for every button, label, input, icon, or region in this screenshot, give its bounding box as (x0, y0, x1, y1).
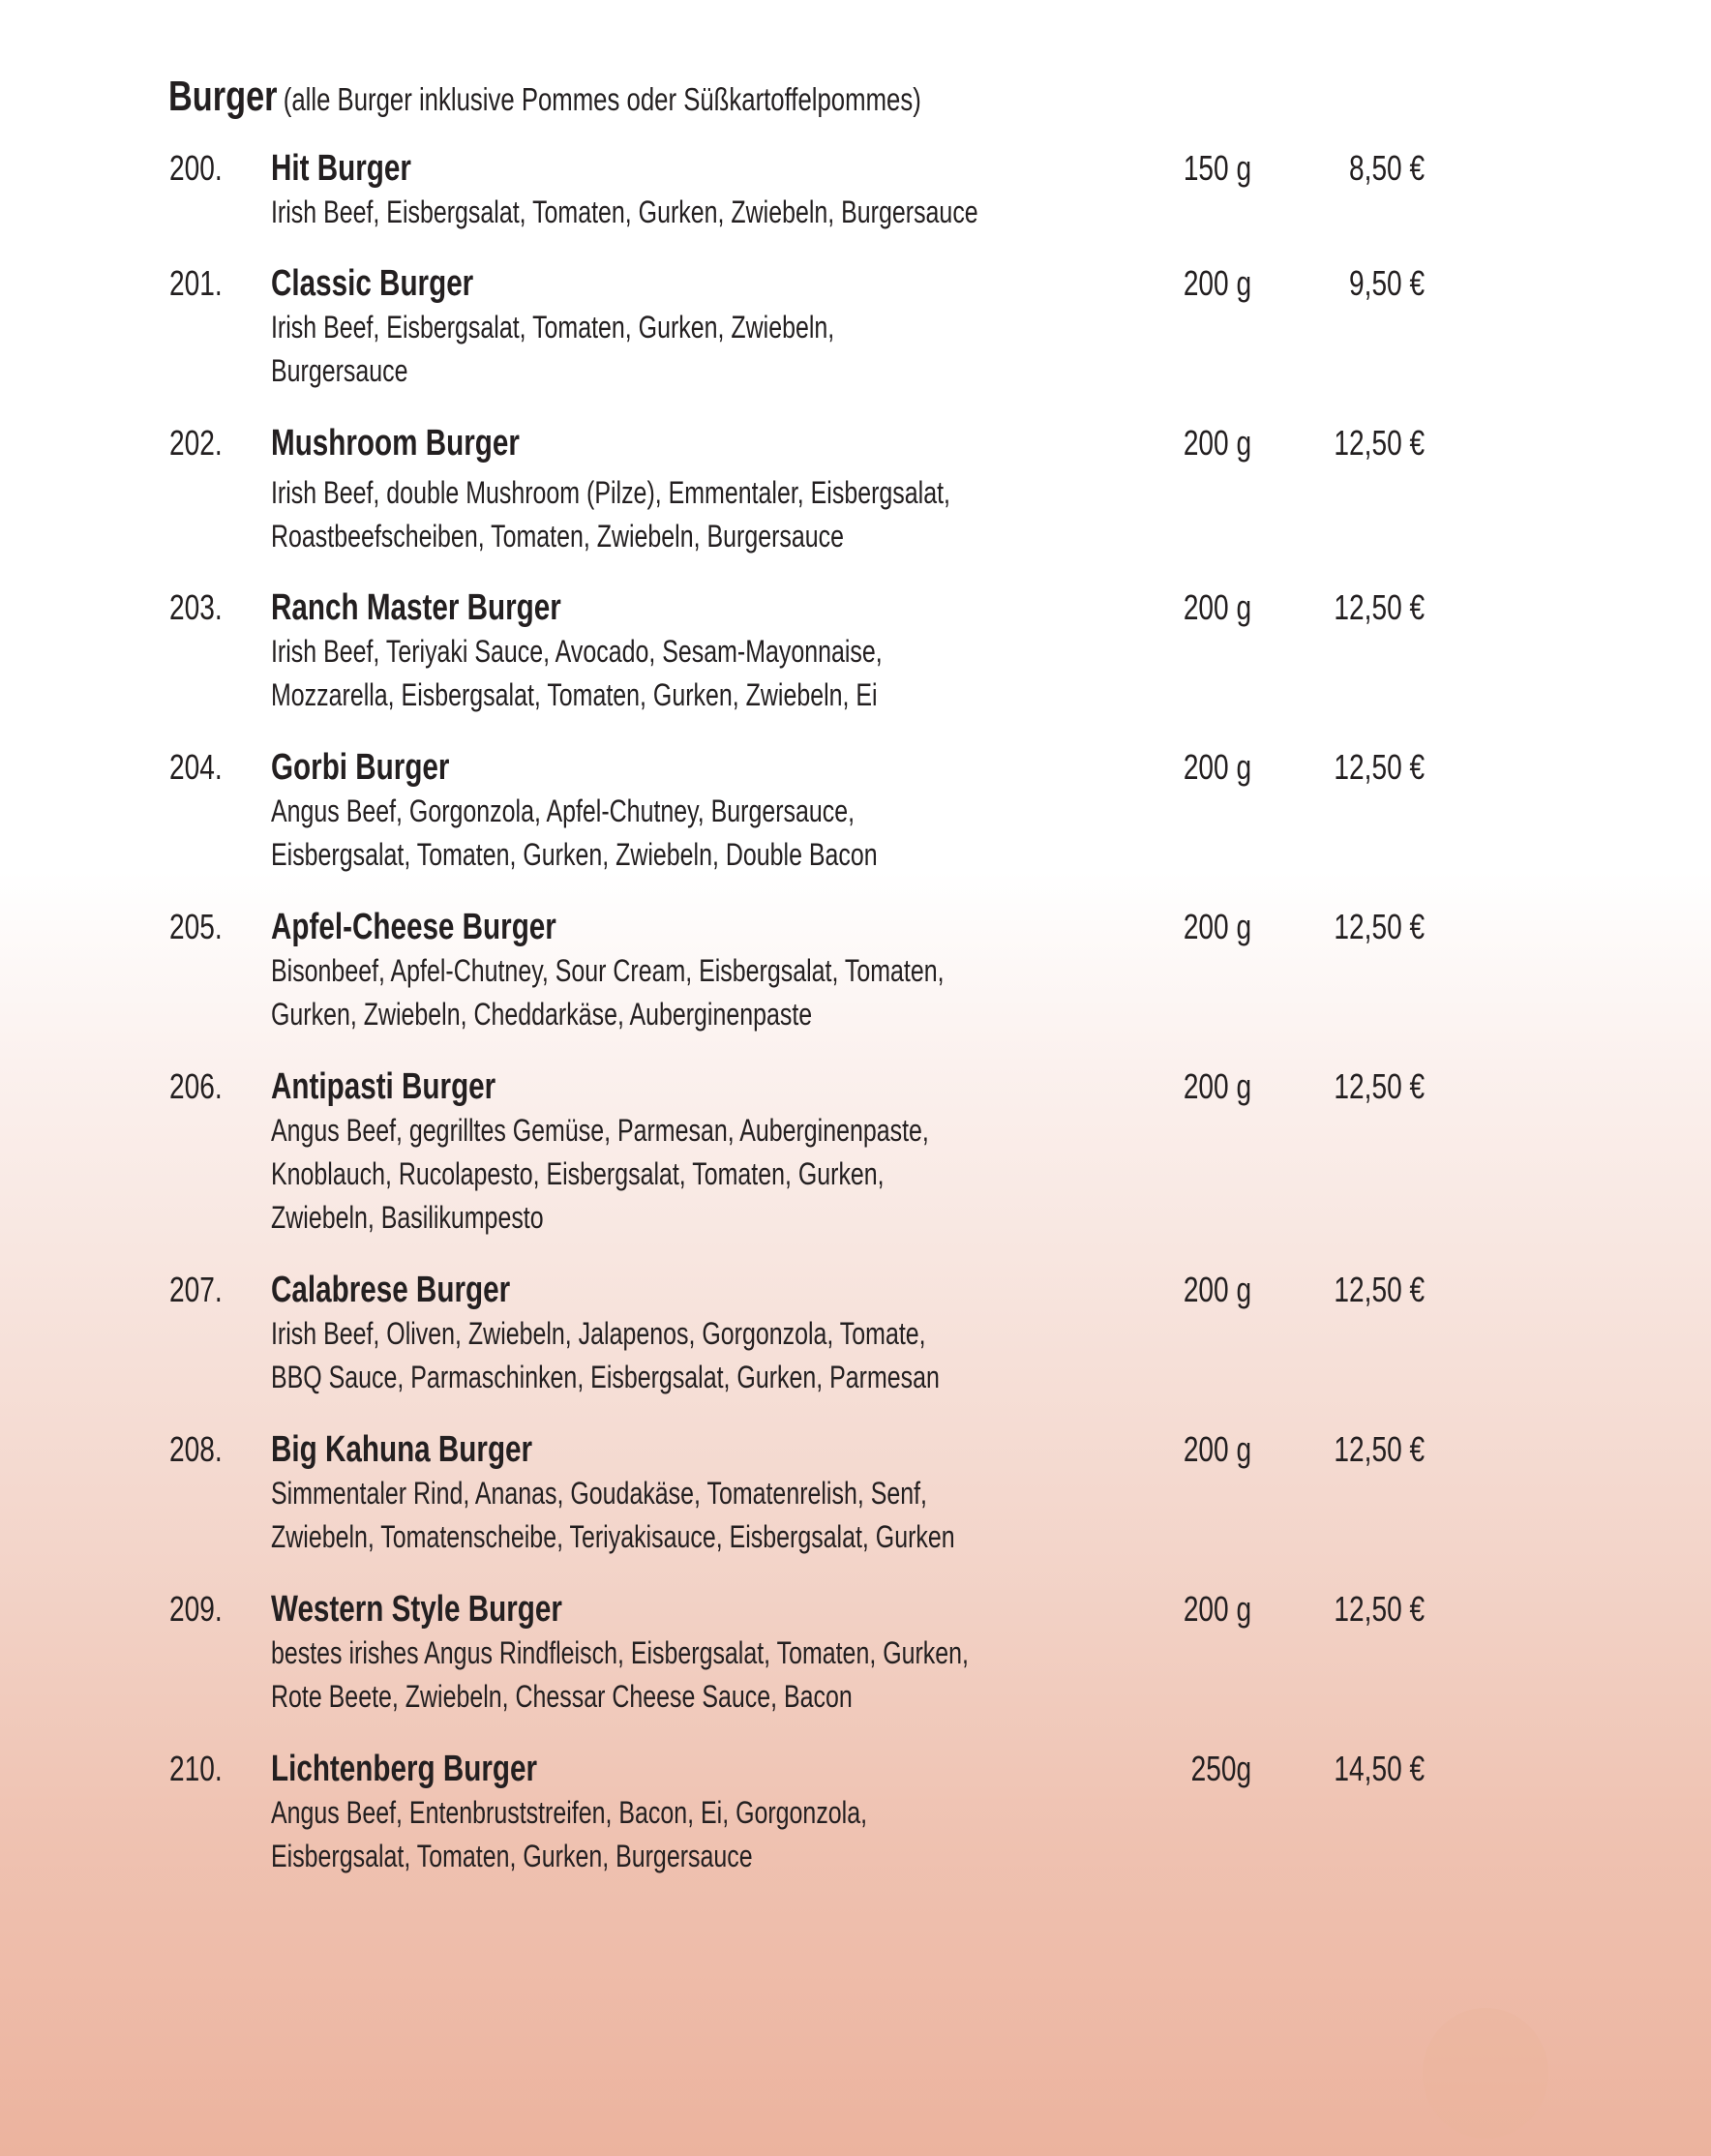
item-description: Bisonbeef, Apfel-Chutney, Sour Cream, Eisbergsalat, Tomaten, Gurken, Zwiebeln, Cheddarkäse, Auberginenpaste (271, 953, 945, 1032)
item-name: Gorbi Burger (271, 747, 450, 788)
item-price: 12,50 € (1334, 1589, 1425, 1629)
item-number: 202. (169, 423, 223, 463)
item-description: Simmentaler Rind, Ananas, Goudakäse, Tomatenrelish, Senf, Zwiebeln, Tomatenscheibe, Teriyakisauce, Eisbergsalat, Gurken (271, 1476, 955, 1554)
item-weight: 200 g (1183, 263, 1251, 303)
item-price: 12,50 € (1334, 1066, 1425, 1106)
item-number: 203. (169, 587, 223, 627)
item-name: Big Kahuna Burger (271, 1429, 533, 1470)
item-price: 12,50 € (1334, 587, 1425, 627)
item-number: 206. (169, 1066, 223, 1106)
item-description: Angus Beef, Gorgonzola, Apfel-Chutney, Burgersauce, Eisbergsalat, Tomaten, Gurken, Zwiebeln, Double Bacon (271, 794, 878, 872)
item-weight: 200 g (1183, 587, 1251, 627)
item-description: Angus Beef, gegrilltes Gemüse, Parmesan, Auberginenpaste, Knoblauch, Rucolapesto, Eisbergsalat, Tomaten, Gurken, Zwiebeln, Basilikumpesto (271, 1113, 929, 1235)
item-description: Irish Beef, double Mushroom (Pilze), Emmentaler, Eisbergsalat, Roastbeefscheiben, Tomaten, Zwiebeln, Burgersauce (271, 475, 950, 554)
item-weight: 200 g (1183, 1270, 1251, 1309)
item-name: Calabrese Burger (271, 1270, 511, 1310)
item-number: 207. (169, 1270, 223, 1309)
item-name: Hit Burger (271, 148, 411, 189)
item-price: 12,50 € (1334, 747, 1425, 787)
item-description: Irish Beef, Oliven, Zwiebeln, Jalapenos, Gorgonzola, Tomate, BBQ Sauce, Parmaschinken, Eisbergsalat, Gurken, Parmesan (271, 1316, 940, 1394)
section-header (168, 70, 1133, 127)
item-weight: 150 g (1183, 148, 1251, 188)
item-price: 8,50 € (1348, 148, 1425, 188)
item-name: Mushroom Burger (271, 423, 520, 464)
item-price: 14,50 € (1334, 1749, 1425, 1788)
item-weight: 200 g (1183, 907, 1251, 946)
section-subtitle: (alle Burger inklusive Pommes oder Süßkartoffelpommes) (283, 81, 921, 117)
item-number: 209. (169, 1589, 223, 1629)
item-name: Antipasti Burger (271, 1066, 496, 1107)
item-number: 210. (169, 1749, 223, 1788)
item-name: Ranch Master Burger (271, 587, 561, 628)
item-description: Irish Beef, Teriyaki Sauce, Avocado, Sesam-Mayonnaise, Mozzarella, Eisbergsalat, Tomaten, Gurken, Zwiebeln, Ei (271, 634, 883, 712)
item-weight: 200 g (1183, 1589, 1251, 1629)
decorative-circle (1423, 2008, 1548, 2139)
item-name: Western Style Burger (271, 1589, 562, 1630)
item-description: Irish Beef, Eisbergsalat, Tomaten, Gurken, Zwiebeln, Burgersauce (271, 310, 835, 388)
item-price: 12,50 € (1334, 1270, 1425, 1309)
item-weight: 200 g (1183, 423, 1251, 463)
item-description: bestes irishes Angus Rindfleisch, Eisbergsalat, Tomaten, Gurken, Rote Beete, Zwiebeln, Chessar Cheese Sauce, Bacon (271, 1635, 969, 1714)
item-weight: 200 g (1183, 1429, 1251, 1469)
item-name: Lichtenberg Burger (271, 1749, 538, 1789)
item-weight: 200 g (1183, 747, 1251, 787)
item-description: Angus Beef, Entenbruststreifen, Bacon, Ei, Gorgonzola, Eisbergsalat, Tomaten, Gurken, Burgersauce (271, 1795, 868, 1873)
item-name: Apfel-Cheese Burger (271, 907, 556, 947)
section-title: Burger (168, 73, 278, 120)
item-name: Classic Burger (271, 263, 474, 304)
item-number: 208. (169, 1429, 223, 1469)
item-number: 201. (169, 263, 223, 303)
item-price: 12,50 € (1334, 1429, 1425, 1469)
item-weight: 200 g (1183, 1066, 1251, 1106)
item-weight: 250g (1190, 1749, 1251, 1788)
item-number: 204. (169, 747, 223, 787)
item-price: 9,50 € (1348, 263, 1425, 303)
item-description: Irish Beef, Eisbergsalat, Tomaten, Gurken, Zwiebeln, Burgersauce (271, 195, 978, 229)
item-price: 12,50 € (1334, 423, 1425, 463)
item-number: 200. (169, 148, 223, 188)
item-number: 205. (169, 907, 223, 946)
item-price: 12,50 € (1334, 907, 1425, 946)
